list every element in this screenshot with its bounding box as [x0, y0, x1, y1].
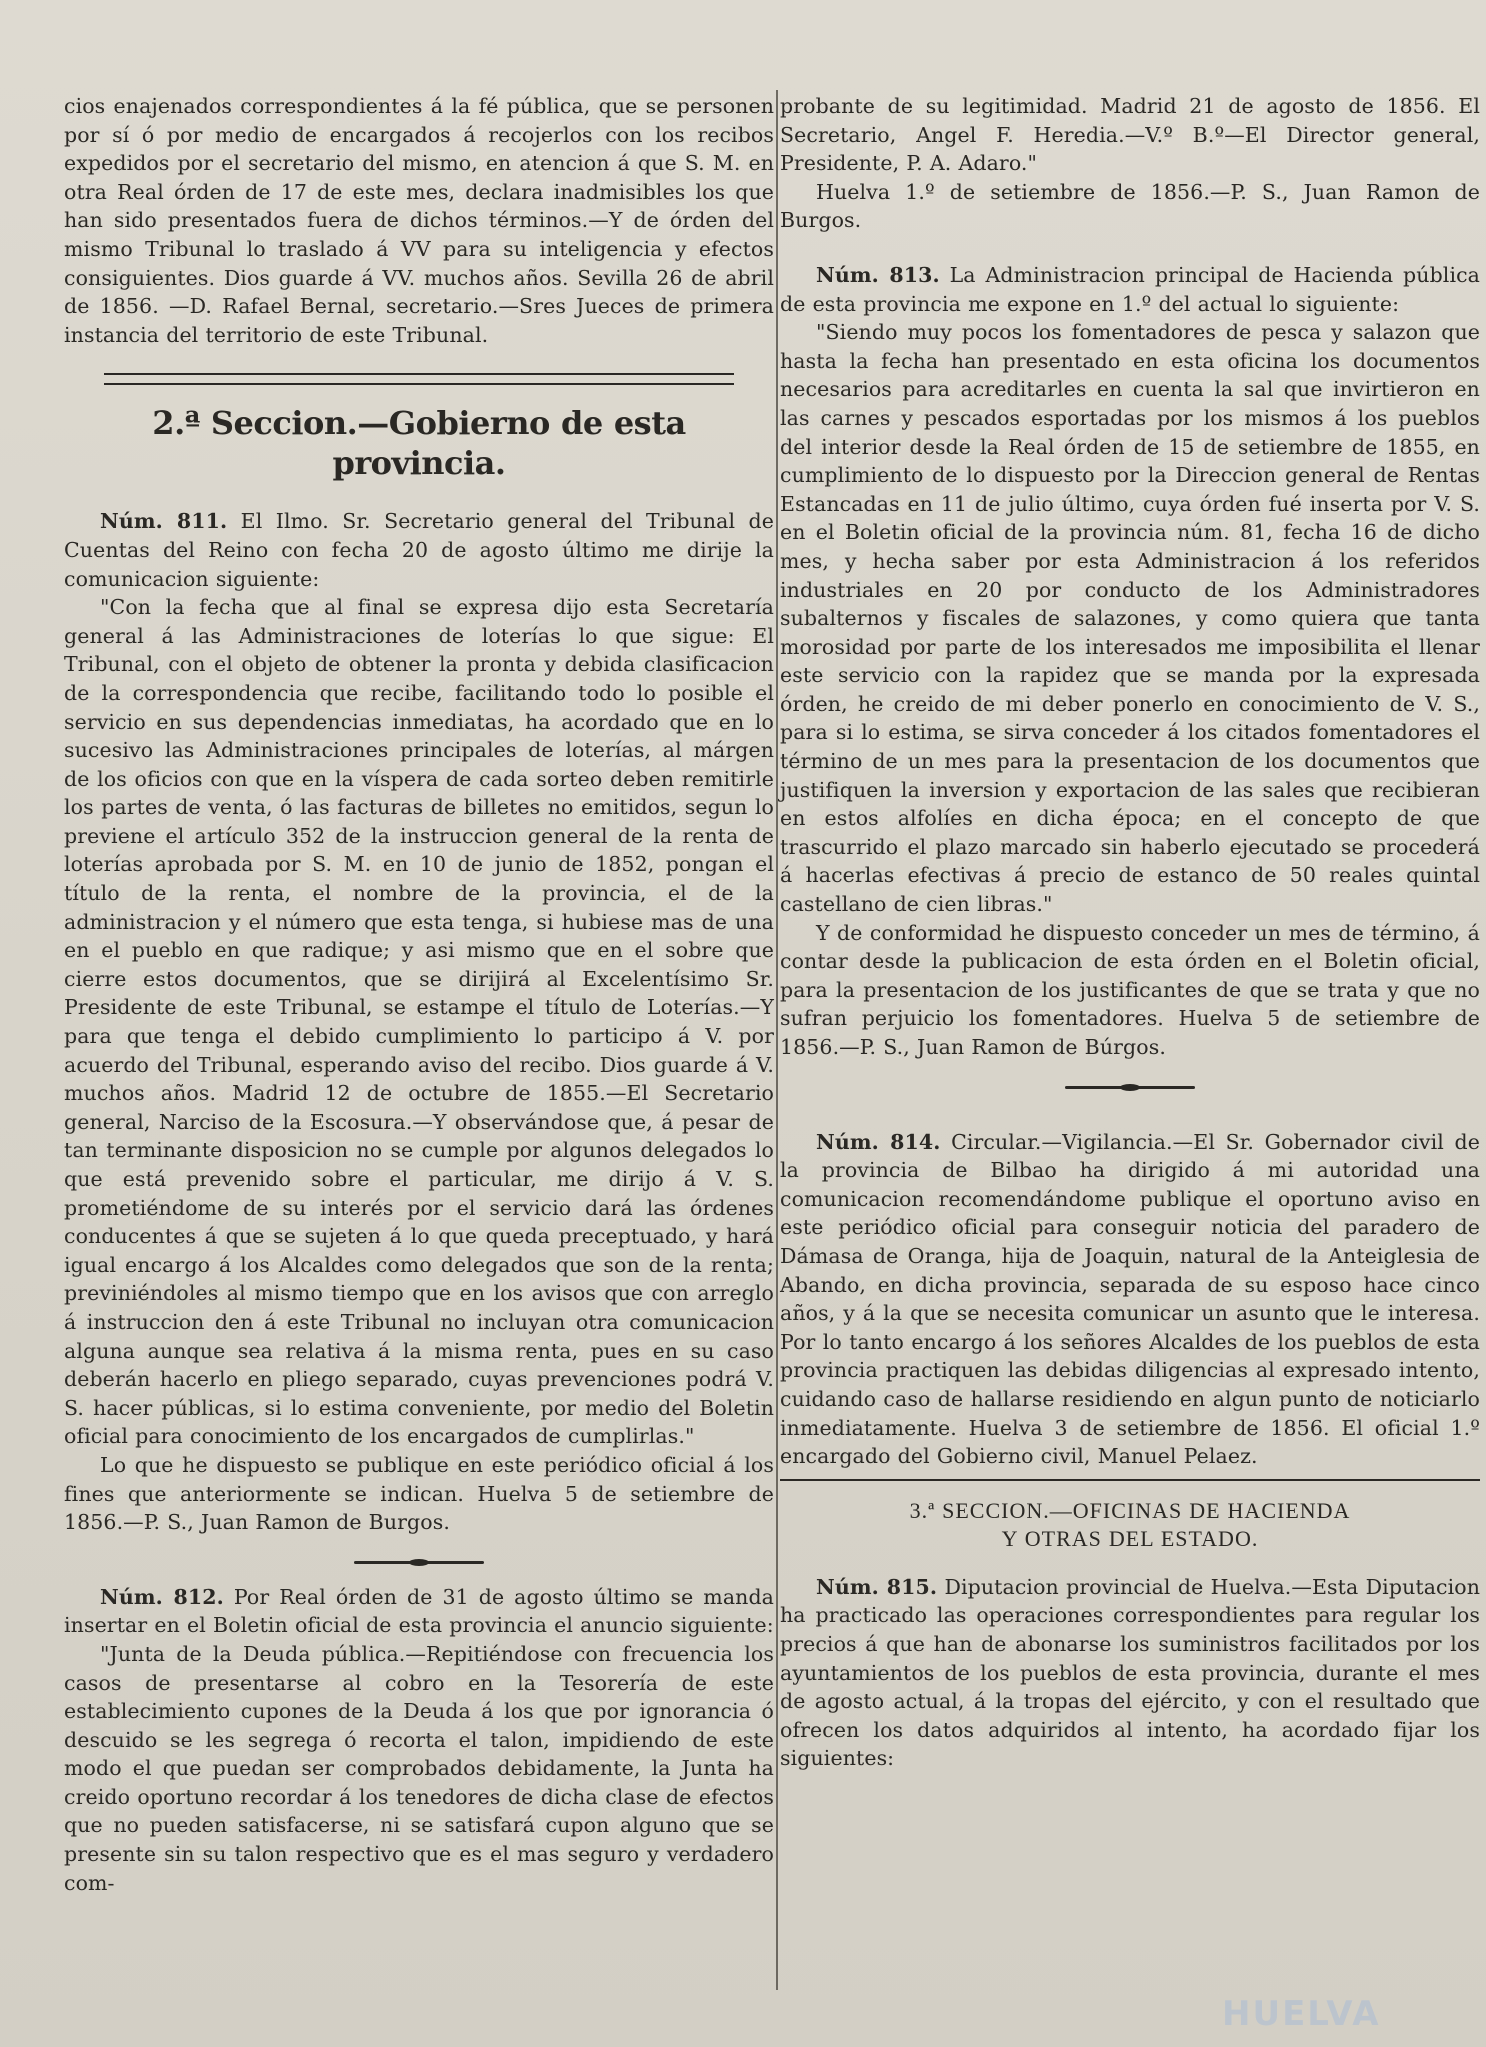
- entry-811: [64, 507, 774, 1536]
- entry-text: Lo que he dispuesto se publique en este periódico oficial á los fines que anteriormente se indican. Huelva 5 de setiembre de 1856.—P. S., Juan Ramon de Burgos.: [64, 1452, 774, 1535]
- entry-812: [64, 1583, 774, 1898]
- entry-number: Núm. 815.: [816, 1574, 938, 1599]
- continued-text: probante de su legitimidad. Madrid 21 de agosto de 1856. El Secretario, Angel F. Heredia.—V.º B.º—El Director general, Presidente, P. A. Adaro.": [780, 94, 1480, 176]
- section-3-heading-line1: 3.ª SECCION.—OFICINAS DE HACIENDA: [909, 1497, 1351, 1523]
- entry-815: [780, 1573, 1480, 1773]
- entry-813: [780, 261, 1480, 1062]
- separator-ornament: [780, 1072, 1480, 1102]
- entry-number: Núm. 811.: [100, 509, 228, 534]
- section-rule: [780, 1479, 1480, 1481]
- separator-ornament: [64, 1547, 774, 1577]
- section-3-heading: [780, 1497, 1480, 1553]
- section-3-heading-line2: Y OTRAS DEL ESTADO.: [1001, 1525, 1259, 1551]
- entry-text: Y de conformidad he dispuesto conceder un mes de término, á contar desde la publicacion de esta órden en el Boletin oficial, para la presentacion de los justificantes de que se trata y que no sufran perjuicio los fomentadores. Huelva 5 de setiembre de 1856.—P. S., Juan Ramon de Búrgos.: [780, 920, 1480, 1059]
- left-column: [64, 92, 774, 1897]
- right-column: [780, 92, 1480, 1773]
- entry-number: Núm. 813.: [816, 262, 940, 287]
- entry-number: Núm. 814.: [816, 1129, 941, 1154]
- continued-signature: Huelva 1.º de setiembre de 1856.—P. S., Juan Ramon de Burgos.: [780, 179, 1480, 233]
- entry-text: Por Real órden de 31 de agosto último se manda insertar en el Boletin oficial de esta provincia el anuncio siguiente:: [64, 1584, 775, 1638]
- entry-text: La Administracion principal de Hacienda pública de esta provincia me expone en 1.º del actual lo siguiente:: [780, 262, 1481, 316]
- section-2-heading: 2.ª Seccion.—Gobierno de esta provincia.: [152, 404, 686, 483]
- entry-814: [780, 1128, 1480, 1471]
- entry-text: Circular.—Vigilancia.—El Sr. Gobernador civil de la provincia de Bilbao ha dirigido á mi autoridad una comunicacion recomendándome publique el oportuno aviso en este periódico oficial para conseguir noticia del paradero de Dámasa de Oranga, hija de Joaquin, natural de la Anteiglesia de Abando, en dicha provincia, separada de su esposo hace cinco años, y á la que se necesita comunicar un asunto que le interesa. Por lo tanto encargo á los señores Alcaldes de los pueblos de esta provincia practiquen las debidas diligencias al expresado intento, cuidando caso de hallarse residiendo en algun punto de noticiarlo inmediatamente. Huelva 3 de setiembre de 1856. El oficial 1.º encargado del Gobierno civil, Manuel Pelaez.: [780, 1129, 1480, 1469]
- section-rule: [104, 373, 734, 385]
- entry-text: "Siendo muy pocos los fomentadores de pesca y salazon que hasta la fecha han presentado en esta oficina los documentos necesarios para acreditarles en cuenta la sal que invirtieron en las carnes y pescados esportadas por los mismos á los pueblos del interior desde la Real órden de 15 de setiembre de 1855, en cumplimiento de lo dispuesto por la Direccion general de Rentas Estancadas en 11 de julio último, cuya órden fué inserta por V. S. en el Boletin oficial de la provincia núm. 81, fecha 16 de dicho mes, y hecha saber por esta Administracion á los referidos industriales en 20 por conducto de los Administradores subalternos y fiscales de salazones, y como quiera que tanta morosidad por parte de los interesados me imposibilita el llenar este servicio con la rapidez que se manda por la expresada órden, he creido de mi deber ponerlo en conocimiento de V. S., para si lo estima, se sirva conceder á los citados fomentadores el término de un mes para la presentacion de los documentos que justifiquen la inversion y exportacion de las sales que recibieran en estos alfolíes en dicha época; en el concepto de que trascurrido el plazo marcado sin haberlo ejecutado se procederá á hacerlas efectivas á precio de estanco de 50 reales quintal castellano de cien libras.": [780, 320, 1480, 917]
- entry-text: Diputacion provincial de Huelva.—Esta Diputacion ha practicado las operaciones correspondientes para regular los precios á que han de abonarse los suministros facilitados por los ayuntamientos de los pueblos de esta provincia, durante el mes de agosto actual, á la tropas del ejército, y con el resultado que ofrecen los datos adquiridos al intento, ha acordado fijar los siguientes:: [780, 1574, 1481, 1771]
- column-divider: [776, 90, 778, 1990]
- entry-number: Núm. 812.: [100, 1584, 224, 1609]
- entry-text: "Junta de la Deuda pública.—Repitiéndose con frecuencia los casos de presentarse al cobro en la Tesorería de este establecimiento cupones de la Deuda á los que por ignorancia ó descuido se les segrega ó recorta el talon, impidiendo de este modo el que puedan ser comprobados debidamente, la Junta ha creido oportuno recordar á los tenedores de dicha clase de efectos que no pueden satisfacerse, ni se satisfará cupon alguno que se presente sin su talon respectivo que es el mas seguro y verdadero com-: [64, 1641, 774, 1895]
- watermark-logo: HUELVA: [1222, 1994, 1381, 2034]
- continued-text: cios enajenados correspondientes á la fé pública, que se personen por sí ó por medio de encargados á recojerlos con los recibos expedidos por el secretario del mismo, en atencion á que S. M. en otra Real órden de 17 de este mes, declara inadmisibles los que han sido presentados fuera de dichos términos.—Y de órden del mismo Tribunal lo traslado á VV para su inteligencia y efectos consiguientes. Dios guarde á VV. muchos años. Sevilla 26 de abril de 1856. —D. Rafael Bernal, secretario.—Sres Jueces de primera instancia del territorio de este Tribunal.: [64, 94, 774, 347]
- entry-text: "Con la fecha que al final se expresa dijo esta Secretaría general á las Administraciones de loterías lo que sigue: El Tribunal, con el objeto de obtener la pronta y debida clasificacion de la correspondencia que recibe, facilitando todo lo posible el servicio en sus dependencias inmediatas, ha acordado que en lo sucesivo las Administraciones principales de loterías, al márgen de los oficios con que en la víspera de cada sorteo deben remitirle los partes de venta, ó las facturas de billetes no emitidos, segun lo previene el artículo 352 de la instruccion general de la renta de loterías aprobada por S. M. en 10 de junio de 1852, pongan el título de la renta, el nombre de la provincia, el de la administracion y el número que esta tenga, si hubiese mas de una en el pueblo en que radique; y asi mismo que en el sobre que cierre estos documentos, que se dirijirá al Excelentísimo Sr. Presidente de este Tribunal, se estampe el título de Loterías.—Y para que tenga el debido cumplimiento lo participo á V. por acuerdo del Tribunal, esperando aviso del recibo. Dios guarde á V. muchos años. Madrid 12 de octubre de 1855.—El Secretario general, Narciso de la Escosura.—Y observándose que, á pesar de tan terminante disposicion no se cumple por algunos delegados lo que está prevenido sobre el particular, me dirijo á V. S. prometiéndome de su interés por el servicio dará las órdenes conducentes á que se sujeten á lo que queda preceptuado, y hará igual encargo á los Alcaldes como delegados que son de la renta; previniéndoles al mismo tiempo que en los avisos que con arreglo á instruccion den á este Tribunal no incluyan otra comunicacion alguna aunque sea relativa á la misma renta, pues en su caso deberán hacerlo en pliego separado, cuyas prevenciones podrá V. S. hacer públicas, si lo estima conveniente, por medio del Boletin oficial para conocimiento de los encargados de cumplirlas.": [64, 595, 774, 1449]
- entry-text: El Ilmo. Sr. Secretario general del Tribunal de Cuentas del Reino con fecha 20 de agosto último me dirije la comunicacion siguiente:: [64, 509, 774, 591]
